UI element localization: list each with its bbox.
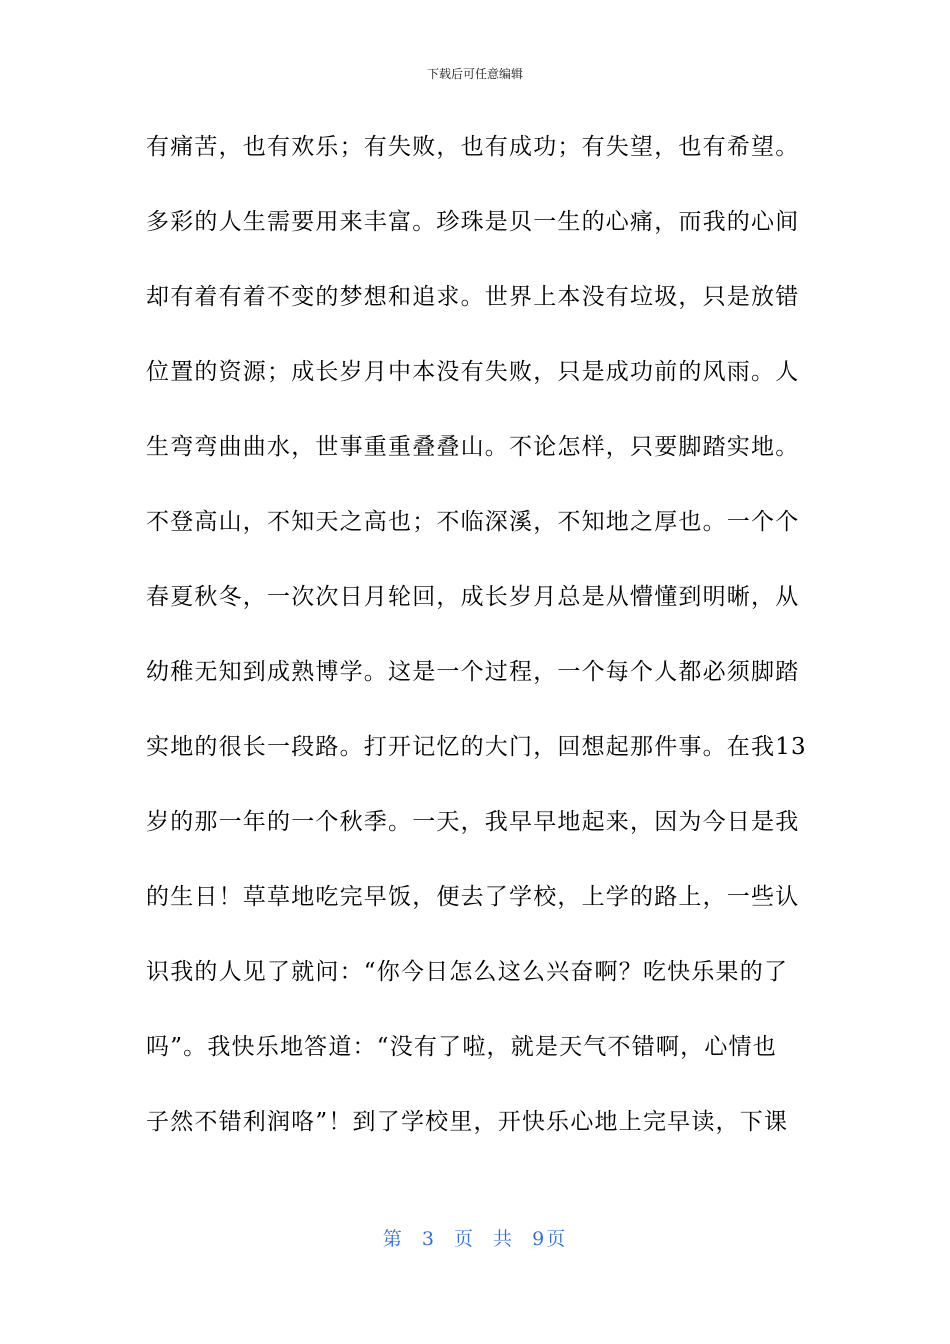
current-page-number: 3 [421,1228,436,1250]
text-line: 生弯弯曲曲水，世事重重叠叠山。不论怎样，只要脚踏实地。 [146,434,800,460]
page-header: 下载后可任意编辑 [426,67,523,81]
total-label-prefix: 共 [493,1228,515,1250]
text-line: 不登高山，不知天之高也；不临深溪，不知地之厚也。一个个 [146,509,800,535]
total-pages: 9页 [532,1228,568,1250]
page-footer [0,1226,950,1252]
text-line: 的生日！草草地吃完早饭，便去了学校，上学的路上，一些认 [146,884,800,910]
page-label-mid: 页 [453,1228,475,1250]
text-line: 有痛苦，也有欢乐；有失败，也有成功；有失望，也有希望。 [146,134,800,160]
text-line: 识我的人见了就问：“你今日怎么这么兴奋啊？吃快乐果的了 [146,959,789,985]
text-line: 岁的那一年的一个秋季。一天，我早早地起来，因为今日是我 [146,809,800,835]
text-line: 实地的很长一段路。打开记忆的大门，回想起那件事。在我13 [146,734,807,760]
text-line: 却有着有着不变的梦想和追求。世界上本没有垃圾，只是放错 [146,284,800,310]
text-line: 幼稚无知到成熟博学。这是一个过程，一个每个人都必须脚踏 [146,659,800,685]
text-line: 春夏秋冬，一次次日月轮回，成长岁月总是从懵懂到明晰，从 [146,584,800,610]
text-line: 吗”。我快乐地答道：“没有了啦，就是天气不错啊，心情也 [146,1034,777,1060]
text-line: 子然不错利润咯”！到了学校里，开快乐心地上完早读，下课 [146,1109,789,1135]
page-label-prefix: 第 [382,1228,404,1250]
body-text [146,124,806,1174]
text-line: 位置的资源；成长岁月中本没有失败，只是成功前的风雨。人 [146,359,800,385]
text-line: 多彩的人生需要用来丰富。珍珠是贝一生的心痛，而我的心间 [146,209,800,235]
